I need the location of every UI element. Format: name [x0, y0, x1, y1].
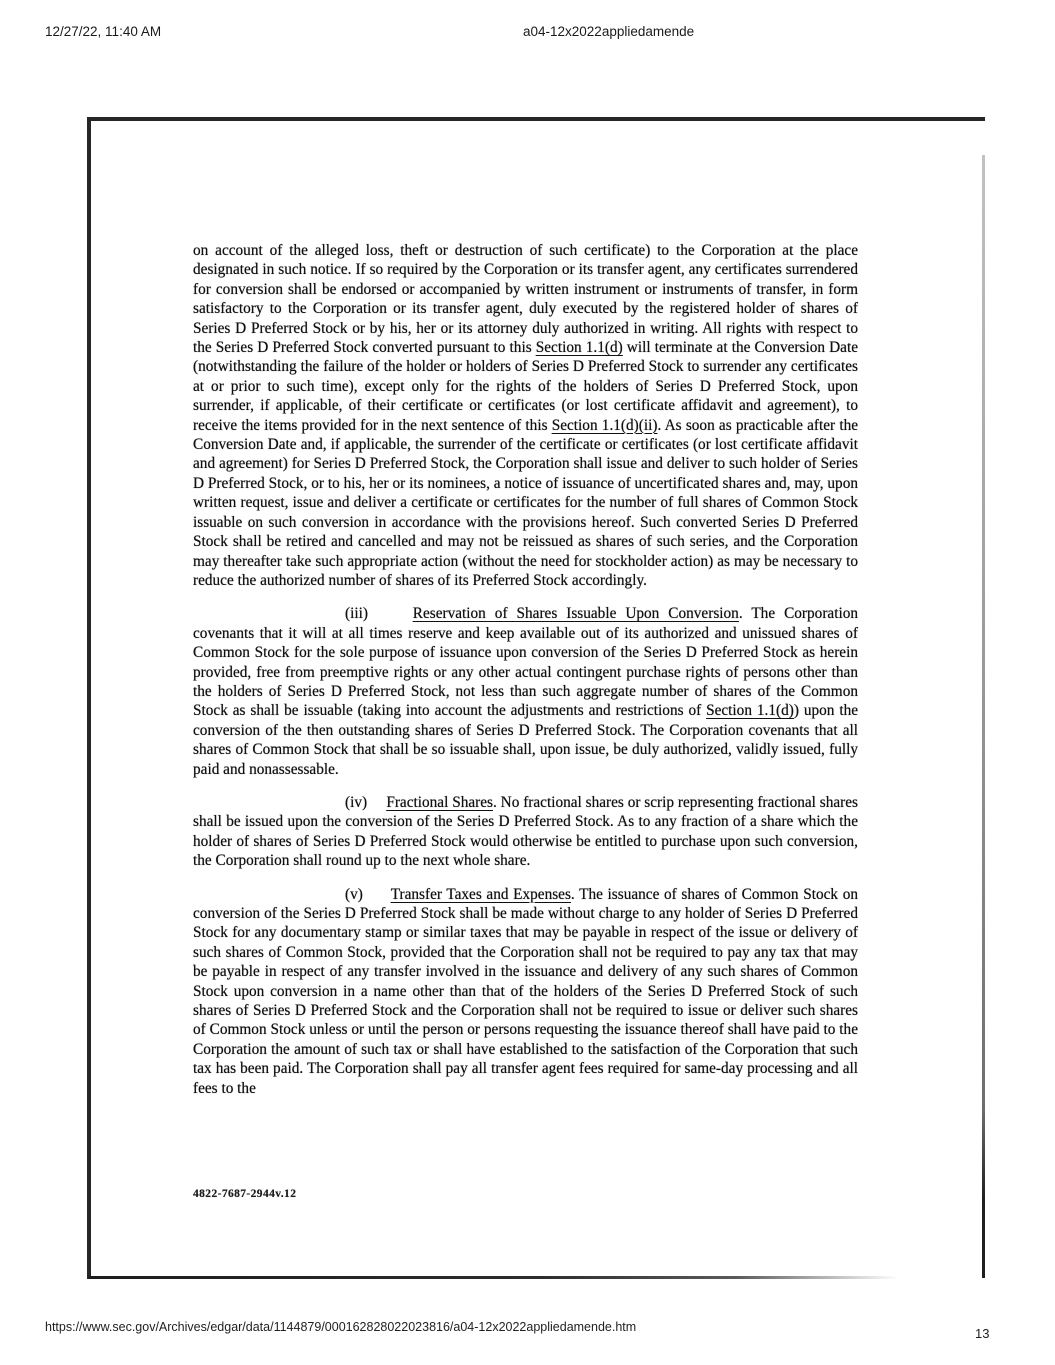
scan-border-top — [87, 117, 985, 121]
paragraph — [193, 241, 858, 590]
text-segment: on account of the alleged loss, theft or destruction of such certificate) to the Corporation at the place designated in such notice. If so required by the Corporation or its transfer agent, any certificates surrendered for conversion shall be endorsed or accompanied by written instrument or instruments of transfer, in form satisfactory to the Corporation or its transfer agent, duly executed by the registered holder of shares of Series D Preferred Stock or by his, her or its attorney duly authorized in writing. All rights with respect to the Series D Preferred Stock converted pursuant to this — [193, 242, 858, 357]
print-footer-url: https://www.sec.gov/Archives/edgar/data/1144879/000162828022023816/a04-12x2022appliedamende.htm — [45, 1320, 637, 1334]
underlined-text: Reservation of Shares Issuable Upon Conversion — [412, 605, 739, 623]
document-body — [193, 241, 858, 1112]
scan-border-bottom — [88, 1276, 898, 1279]
text-segment: . The issuance of shares of Common Stock on conversion of the Series D Preferred Stock shall be made without charge to any holder of Series D Preferred Stock for any documentary stamp or similar taxes that may be payable in respect of the issue or delivery of such shares of Common Stock, provided that the Corporation shall not be required to pay any tax that may be payable in respect of any transfer involved in the issuance and delivery of any such shares of Common Stock upon conversion in a name other than that of the holders of the Series D Preferred Stock of such shares of Series D Preferred Stock and the Corporation shall not be required to issue or deliver such shares of Common Stock unless or until the person or persons requesting the issuance thereof shall have paid to the Corporation the amount of such tax or shall have established to the satisfaction of the Corporation that such tax has been paid. The Corporation shall pay all transfer agent fees required for same-day processing and all fees to the — [193, 885, 858, 1097]
text-segment: . As soon as practicable after the Conversion Date and, if applicable, the surrender of the certificate or certificates (or lost certificate affidavit and agreement) for Series D Preferred Stock, the Corporation shall issue and deliver to such holder of Series D Preferred Stock, or to his, her or its nominees, a notice of issuance of uncertificated shares and, may, upon written request, issue and deliver a certificate or certificates for the number of full shares of Common Stock issuable on such conversion in accordance with the provisions hereof. Such converted Series D Preferred Stock shall be retired and cancelled and may not be reissued as shares of such series, and the Corporation may thereafter take such appropriate action (without the need for stockholder action) as may be necessary to reduce the authorized number of shares of its Preferred Stock accordingly. — [193, 416, 859, 589]
paragraph — [193, 885, 858, 1098]
print-footer-page-number: 13 — [975, 1326, 990, 1341]
text-segment: (iv) — [345, 793, 387, 811]
text-segment: (iii) — [345, 605, 413, 623]
underlined-text: Section 1.1(d)(ii) — [551, 416, 658, 434]
scan-border-left — [87, 117, 91, 1279]
paragraph — [193, 793, 858, 871]
text-segment: . No fractional shares or scrip representing fractional shares shall be issued upon the conversion of the Series D Preferred Stock. As to any fraction of a share which the holder of shares of Series D Preferred Stock would otherwise be entitled to purchase upon such conversion, the Corporation shall round up to the next whole share. — [193, 793, 859, 870]
underlined-text: Transfer Taxes and Expenses — [390, 885, 571, 903]
text-segment: will terminate at the Conversion Date (notwithstanding the failure of the holder or holders of Series D Preferred Stock to surrender any certificates at or prior to such time), except only for the rights of the holders of Series D Preferred Stock, upon surrender, if applicable, of their certificate or certificates (or lost certificate affidavit and agreement), to receive the items provided for in the next sentence of this — [193, 339, 858, 434]
underlined-text: Section 1.1(d) — [535, 339, 623, 357]
underlined-text: Fractional Shares — [386, 793, 493, 811]
scan-border-right — [982, 155, 985, 1278]
paragraph — [193, 604, 858, 779]
document-control-number: 4822-7687-2944v.12 — [193, 1188, 297, 1200]
text-segment: (v) — [345, 885, 391, 903]
text-segment: . The Corporation covenants that it will at all times reserve and keep available out of its authorized and unissued shares of Common Stock for the sole purpose of issuance upon conversion of the Series D Preferred Stock as herein provided, free from preemptive rights or any other actual contingent purchase rights of persons other than the holders of Series D Preferred Stock, not less than such aggregate number of shares of the Common Stock as shall be issuable (taking into account the adjustments and restrictions of — [193, 605, 859, 720]
print-header-title: a04-12x2022appliedamende — [523, 24, 695, 39]
text-segment: ) upon the conversion of the then outstanding shares of Series D Preferred Stock. The Corporation covenants that all shares of Common Stock that shall be so issuable shall, upon issue, be duly authorized, validly issued, fully paid and nonassessable. — [193, 702, 859, 778]
print-header-datetime: 12/27/22, 11:40 AM — [45, 24, 162, 39]
underlined-text: Section 1.1(d) — [706, 702, 794, 720]
